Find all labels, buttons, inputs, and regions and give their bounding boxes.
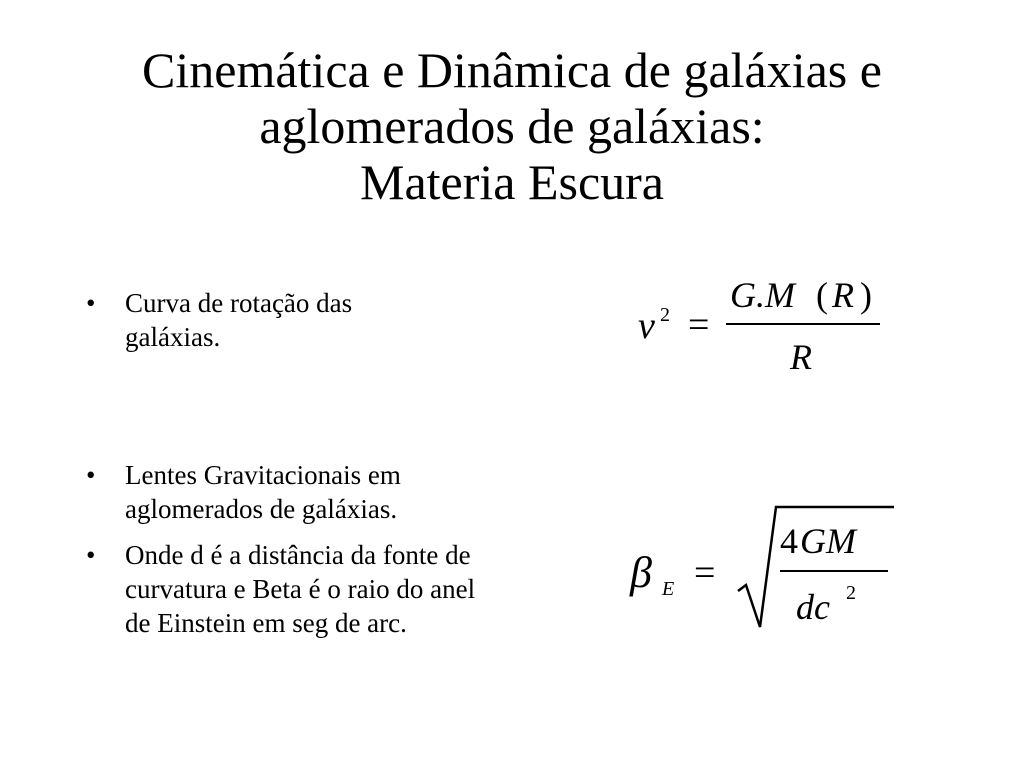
title-line-2: aglomerados de galáxias: [259, 98, 765, 154]
bullet-rotation-curve [86, 286, 516, 354]
bullet-text: Onde d é a distância da fonte de curvatura e Beta é o raio do anel de Einstein em seg de arc. [125, 540, 476, 638]
eq1-equals: = [688, 304, 710, 346]
title-line-3: Materia Escura [359, 154, 664, 210]
slide-title [0, 42, 1024, 210]
bullet-marker: • [86, 540, 96, 570]
eq1-paren-open: ( [816, 275, 828, 315]
eq2-equals: = [694, 552, 716, 594]
equation-rotation-velocity [620, 265, 900, 390]
bullet-gravitational-lenses [86, 458, 516, 526]
bullet-text: Lentes Gravitacionais em aglomerados de galáxias. [125, 460, 401, 524]
eq1-lhs-exponent: 2 [660, 304, 670, 326]
equation-einstein-radius-svg [620, 495, 910, 645]
eq1-numerator: G.M [730, 275, 795, 315]
eq2-lhs-subscript: E [662, 578, 675, 600]
equation-rotation-velocity-svg [620, 265, 900, 385]
eq2-numerator-coef: 4 [780, 521, 798, 561]
bullet-marker: • [86, 460, 96, 490]
eq2-numerator-var: GM [800, 521, 856, 561]
eq2-denominator-var: dc [796, 587, 830, 627]
title-line-1: Cinemática e Dinâmica de galáxias e [142, 42, 882, 98]
bullet-text: Curva de rotação das galáxias. [125, 288, 353, 352]
eq2-denominator-exponent: 2 [846, 582, 856, 604]
eq1-numerator-arg: R [832, 275, 854, 315]
eq1-denominator: R [790, 337, 812, 377]
bullet-marker: • [86, 288, 96, 318]
eq1-paren-close: ) [860, 275, 872, 315]
bullet-definition [86, 538, 516, 640]
equation-einstein-radius [620, 495, 910, 650]
eq2-lhs-beta: β [630, 548, 652, 597]
eq1-lhs-var: v [638, 305, 655, 347]
